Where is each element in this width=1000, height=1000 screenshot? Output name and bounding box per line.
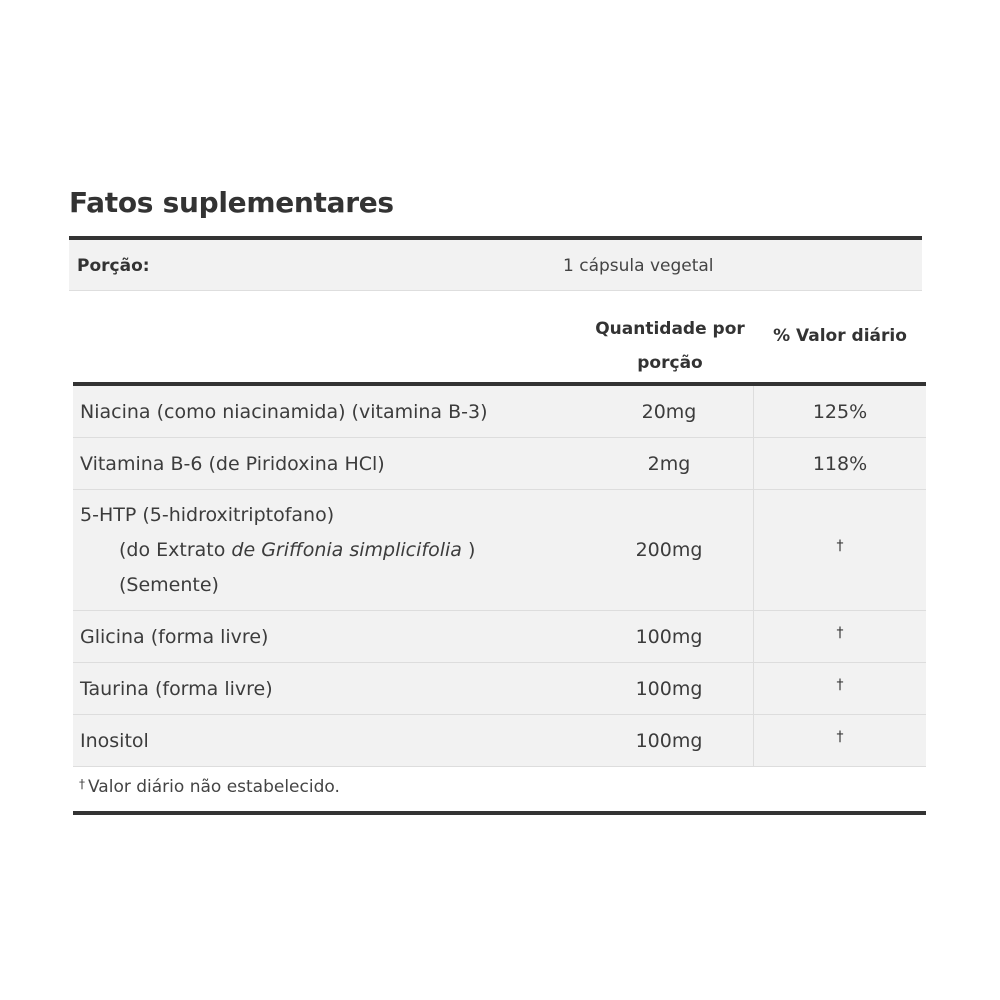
nutrient-amount: 100mg xyxy=(585,715,754,766)
serving-label: Porção: xyxy=(77,256,150,276)
table-row xyxy=(73,715,926,767)
nutrient-name: 5-HTP (5-hidroxitriptofano) xyxy=(80,503,335,526)
table-row xyxy=(73,611,926,663)
nutrient-amount: 100mg xyxy=(585,611,754,662)
nutrient-amount: 2mg xyxy=(585,438,754,489)
nutrient-name: Niacina (como niacinamida) (vitamina B-3) xyxy=(80,400,488,423)
serving-size-row xyxy=(69,236,922,291)
table-row xyxy=(73,663,926,715)
amount-header-line2: porção xyxy=(637,353,703,373)
nutrient-daily-value: † xyxy=(836,728,844,745)
serving-value: 1 cápsula vegetal xyxy=(563,256,714,276)
nutrient-daily-value: 118% xyxy=(812,452,868,475)
nutrient-name: Taurina (forma livre) xyxy=(80,677,273,700)
nutrient-amount: 100mg xyxy=(585,663,754,714)
nutrient-name: Vitamina B-6 (de Piridoxina HCl) xyxy=(80,452,385,475)
page-title: Fatos suplementares xyxy=(69,186,394,219)
table-row xyxy=(73,490,926,611)
table-row xyxy=(73,438,926,490)
nutrient-name: Glicina (forma livre) xyxy=(80,625,269,648)
nutrient-amount: 20mg xyxy=(585,386,754,437)
source-species: de Griffonia simplicifolia xyxy=(231,538,462,561)
nutrient-daily-value: † xyxy=(836,676,844,693)
source-suffix: ) xyxy=(461,538,476,561)
footnote-text: Valor diário não estabelecido. xyxy=(88,777,340,797)
source-prefix: (do Extrato xyxy=(119,538,232,561)
footnote-text-block xyxy=(79,777,340,797)
amount-per-serving-header xyxy=(585,312,755,380)
nutrient-name-block xyxy=(73,490,585,610)
table-row xyxy=(73,386,926,438)
daily-value-header: % Valor diário xyxy=(773,326,907,346)
footnote-dagger: † xyxy=(79,777,85,791)
nutrient-daily-value: † xyxy=(836,624,844,641)
amount-header-line1: Quantidade por xyxy=(595,319,745,339)
footnote xyxy=(73,765,926,815)
nutrient-daily-value: † xyxy=(836,538,844,554)
nutrients-table xyxy=(73,382,926,767)
nutrient-amount: 200mg xyxy=(585,490,754,610)
nutrient-name: Inositol xyxy=(80,729,149,752)
nutrient-part-line: (Semente) xyxy=(119,573,219,596)
nutrient-source-line xyxy=(80,533,585,568)
nutrient-daily-value: 125% xyxy=(812,400,868,423)
